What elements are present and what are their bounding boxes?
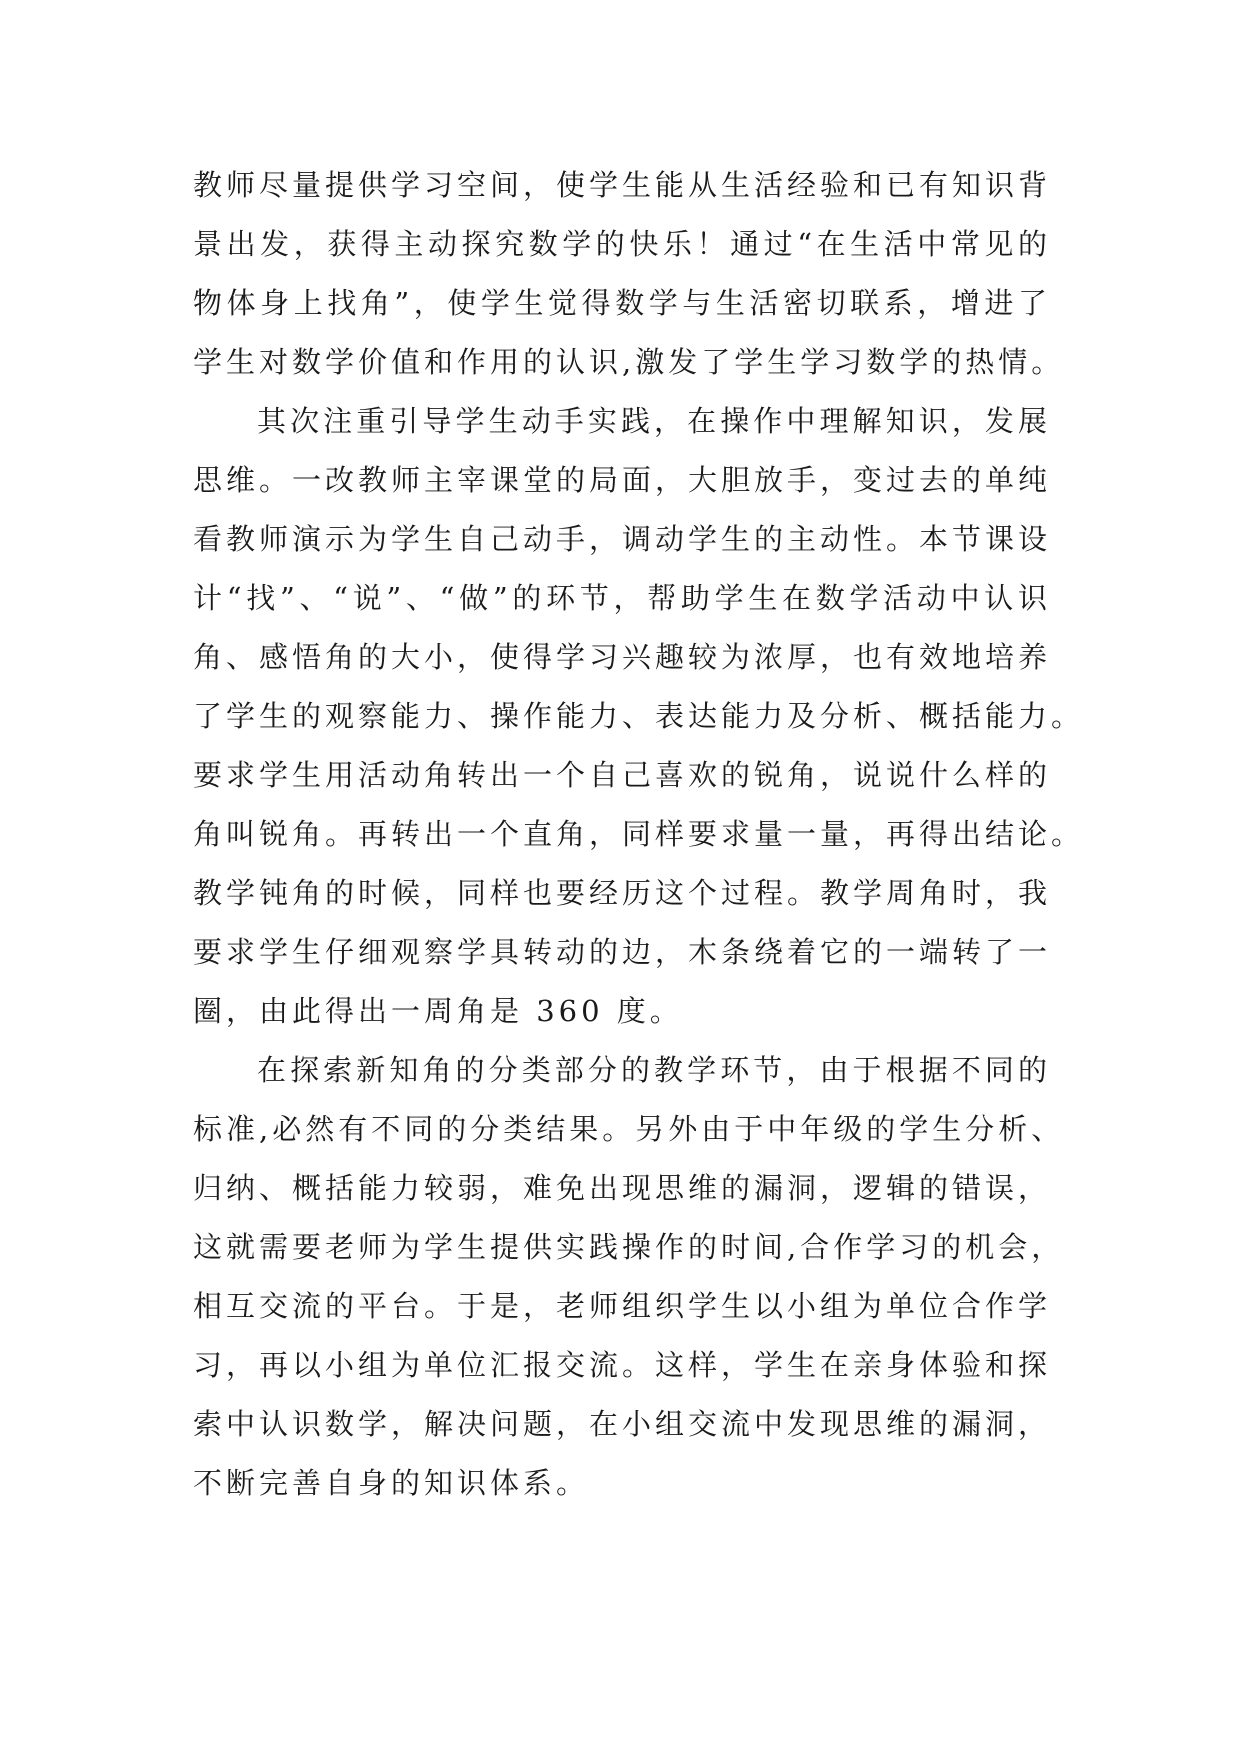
text-line: 这就需要老师为学生提供实践操作的时间,合作学习的机会， [193, 1230, 1065, 1264]
text-line: 索中认识数学，解决问题，在小组交流中发现思维的漏洞， [193, 1407, 1052, 1441]
text-line: 景出发，获得主动探究数学的快乐！通过“在生活中常见的 [193, 227, 1051, 261]
text-line: 习，再以小组为单位汇报交流。这样，学生在亲身体验和探 [193, 1348, 1052, 1382]
text-line: 要求学生用活动角转出一个自己喜欢的锐角，说说什么样的 [193, 758, 1052, 792]
text-line: 计“找”、“说”、“做”的环节，帮助学生在数学活动中认识 [193, 581, 1051, 615]
text-line: 归纳、概括能力较弱，难免出现思维的漏洞，逻辑的错误， [193, 1171, 1052, 1205]
paragraph-1 [193, 156, 1065, 392]
text-line: 教师尽量提供学习空间，使学生能从生活经验和已有知识背 [193, 168, 1052, 202]
text-line: 标准,必然有不同的分类结果。另外由于中年级的学生分析、 [193, 1112, 1065, 1146]
document-body [193, 156, 1085, 1513]
text-line: 在探索新知角的分类部分的教学环节，由于根据不同的 [257, 1053, 1051, 1087]
text-line: 要求学生仔细观察学具转动的边，木条绕着它的一端转了一 [193, 935, 1052, 969]
text-line: 看教师演示为学生自己动手，调动学生的主动性。本节课设 [193, 522, 1052, 556]
text-line: 角、感悟角的大小，使得学习兴趣较为浓厚，也有效地培养 [193, 640, 1052, 674]
text-line: 角叫锐角。再转出一个直角，同样要求量一量，再得出结论。 [193, 817, 1085, 851]
text-line: 学生对数学价值和作用的认识,激发了学生学习数学的热情。 [193, 345, 1065, 379]
text-line: 其次注重引导学生动手实践，在操作中理解知识，发展 [257, 404, 1051, 438]
paragraph-2 [193, 392, 1085, 1041]
paragraph-3 [193, 1041, 1065, 1513]
text-line: 圈，由此得出一周角是 360 度。 [193, 994, 683, 1028]
text-line: 了学生的观察能力、操作能力、表达能力及分析、概括能力。 [193, 699, 1085, 733]
text-line: 教学钝角的时候，同样也要经历这个过程。教学周角时，我 [193, 876, 1052, 910]
text-line: 相互交流的平台。于是，老师组织学生以小组为单位合作学 [193, 1289, 1052, 1323]
text-line: 不断完善自身的知识体系。 [193, 1466, 590, 1500]
text-line: 思维。一改教师主宰课堂的局面，大胆放手，变过去的单纯 [193, 463, 1052, 497]
text-line: 物体身上找角”，使学生觉得数学与生活密切联系，增进了 [193, 286, 1051, 320]
